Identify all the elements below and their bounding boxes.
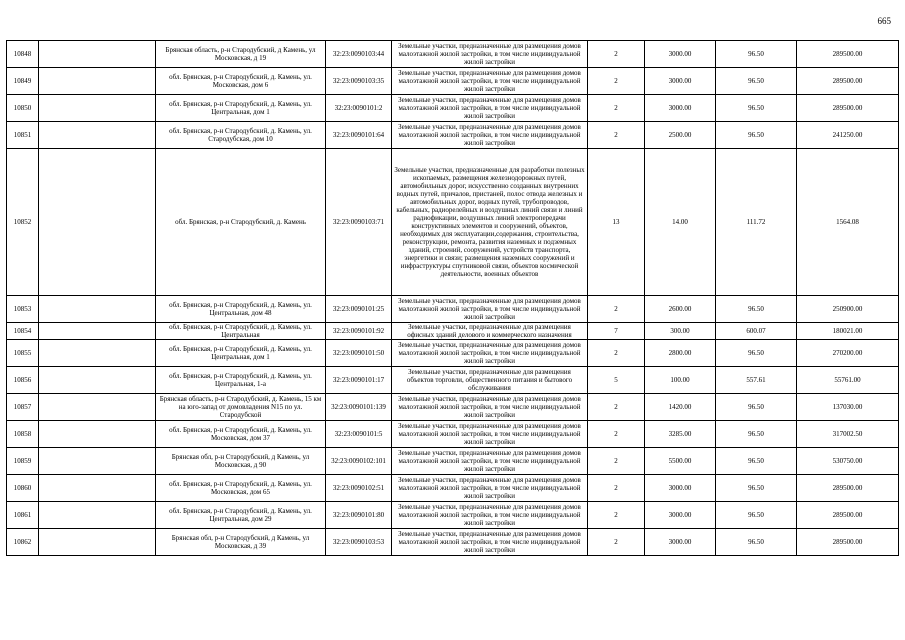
area-cell: 14.00: [645, 149, 716, 296]
record-id-cell: 10848: [7, 41, 39, 68]
category-cell: 2: [588, 68, 645, 95]
land-use-cell: Земельные участки, предназначенные для разработки полезных ископаемых, размещения железнодорожных путей, автомобильных дорог, искусственно созданных внутренних водных путей, причалов, пристаней, полос отвода железных и автомобильных дорог, водных путей, трубопроводов, кабельных, радиорелейных и воздушных линий связи и линий радиофикации, воздушных линий электропередачи конструктивных элементов и сооружений, объектов, необходимых для эксплуатации,содержания, строительства, реконструкции, ремонта, развития наземных и подземных зданий, строений, сооружений, устройств транспорта, энергетики и связи; размещения наземных сооружений и инфраструктуры спутниковой связи, объектов космической деятельности, военных объектов: [392, 149, 588, 296]
table-row: [7, 502, 899, 529]
address-cell: обл. Брянская, р-н Стародубский, д. Камень: [156, 149, 326, 296]
price-cell: 96.50: [716, 394, 797, 421]
address-cell: обл. Брянская, р-н Стародубский, д. Камень, ул. Стародубская, дом 10: [156, 122, 326, 149]
land-use-cell: Земельные участки, предназначенные для размещения домов малоэтажной жилой застройки, в том числе индивидуальной жилой застройки: [392, 448, 588, 475]
total-value-cell: 289500.00: [797, 502, 899, 529]
category-cell: 2: [588, 529, 645, 556]
price-cell: 96.50: [716, 529, 797, 556]
spacer-cell: [39, 323, 156, 340]
total-value-cell: 1564.08: [797, 149, 899, 296]
area-cell: 300.00: [645, 323, 716, 340]
record-id-cell: 10855: [7, 340, 39, 367]
total-value-cell: 137030.00: [797, 394, 899, 421]
land-use-cell: Земельные участки, предназначенные для размещения домов малоэтажной жилой застройки, в том числе индивидуальной жилой застройки: [392, 68, 588, 95]
area-cell: 3285.00: [645, 421, 716, 448]
area-cell: 3000.00: [645, 529, 716, 556]
table-row: [7, 68, 899, 95]
total-value-cell: 289500.00: [797, 529, 899, 556]
price-cell: 96.50: [716, 502, 797, 529]
table-row: [7, 475, 899, 502]
price-cell: 96.50: [716, 340, 797, 367]
table-row: [7, 394, 899, 421]
land-use-cell: Земельные участки, предназначенные для размещения домов малоэтажной жилой застройки, в том числе индивидуальной жилой застройки: [392, 41, 588, 68]
address-cell: обл. Брянская, р-н Стародубский, д. Камень, ул. Центральная, дом 1: [156, 95, 326, 122]
cadastral-number-cell: 32:23:0090101:80: [326, 502, 392, 529]
area-cell: 2500.00: [645, 122, 716, 149]
address-cell: обл. Брянская, р-н Стародубский, д. Камень, ул. Центральная, дом 48: [156, 296, 326, 323]
address-cell: обл. Брянская, р-н Стародубский, д. Камень, ул. Московская, дом 37: [156, 421, 326, 448]
registry-table: [6, 40, 899, 556]
record-id-cell: 10851: [7, 122, 39, 149]
registry-rows: [7, 41, 899, 556]
total-value-cell: 289500.00: [797, 68, 899, 95]
price-cell: 96.50: [716, 68, 797, 95]
land-use-cell: Земельные участки, предназначенные для размещения домов малоэтажной жилой застройки, в том числе индивидуальной жилой застройки: [392, 421, 588, 448]
spacer-cell: [39, 340, 156, 367]
category-cell: 2: [588, 475, 645, 502]
cadastral-number-cell: 32:23:0090103:35: [326, 68, 392, 95]
land-use-cell: Земельные участки, предназначенные для размещения офисных зданий делового и коммерческого назначения: [392, 323, 588, 340]
total-value-cell: 241250.00: [797, 122, 899, 149]
area-cell: 1420.00: [645, 394, 716, 421]
category-cell: 2: [588, 122, 645, 149]
price-cell: 600.07: [716, 323, 797, 340]
address-cell: обл. Брянская, р-н Стародубский, д. Камень, ул. Центральная, 1-а: [156, 367, 326, 394]
category-cell: 2: [588, 41, 645, 68]
address-cell: обл. Брянская, р-н Стародубский, д. Камень, ул. Центральная: [156, 323, 326, 340]
cadastral-number-cell: 32:23:0090101:5: [326, 421, 392, 448]
table-row: [7, 95, 899, 122]
price-cell: 96.50: [716, 95, 797, 122]
category-cell: 2: [588, 421, 645, 448]
category-cell: 2: [588, 95, 645, 122]
category-cell: 2: [588, 340, 645, 367]
price-cell: 96.50: [716, 448, 797, 475]
spacer-cell: [39, 68, 156, 95]
price-cell: 111.72: [716, 149, 797, 296]
spacer-cell: [39, 41, 156, 68]
cadastral-number-cell: 32:23:0090101:2: [326, 95, 392, 122]
spacer-cell: [39, 502, 156, 529]
cadastral-number-cell: 32:23:0090101:64: [326, 122, 392, 149]
area-cell: 3000.00: [645, 502, 716, 529]
spacer-cell: [39, 529, 156, 556]
category-cell: 7: [588, 323, 645, 340]
spacer-cell: [39, 95, 156, 122]
area-cell: 3000.00: [645, 95, 716, 122]
table-row: [7, 41, 899, 68]
total-value-cell: 289500.00: [797, 95, 899, 122]
address-cell: Брянская область, р-н Стародубский, д Камень, ул Московская, д 19: [156, 41, 326, 68]
spacer-cell: [39, 367, 156, 394]
record-id-cell: 10862: [7, 529, 39, 556]
land-use-cell: Земельные участки, предназначенные для размещения домов малоэтажной жилой застройки, в том числе индивидуальной жилой застройки: [392, 529, 588, 556]
address-cell: Брянская обл, р-н Стародубский, д Камень, ул Московская, д 90: [156, 448, 326, 475]
total-value-cell: 289500.00: [797, 475, 899, 502]
land-use-cell: Земельные участки, предназначенные для размещения домов малоэтажной жилой застройки, в том числе индивидуальной жилой застройки: [392, 296, 588, 323]
cadastral-number-cell: 32:23:0090103:53: [326, 529, 392, 556]
category-cell: 2: [588, 502, 645, 529]
category-cell: 2: [588, 296, 645, 323]
land-use-cell: Земельные участки, предназначенные для размещения домов малоэтажной жилой застройки, в том числе индивидуальной жилой застройки: [392, 95, 588, 122]
record-id-cell: 10858: [7, 421, 39, 448]
cadastral-number-cell: 32:23:0090101:17: [326, 367, 392, 394]
cadastral-number-cell: 32:23:0090102:101: [326, 448, 392, 475]
record-id-cell: 10857: [7, 394, 39, 421]
category-cell: 2: [588, 394, 645, 421]
address-cell: Брянская обл, р-н Стародубский, д Камень, ул Московская, д 39: [156, 529, 326, 556]
cadastral-number-cell: 32:23:0090103:71: [326, 149, 392, 296]
spacer-cell: [39, 149, 156, 296]
spacer-cell: [39, 122, 156, 149]
cadastral-number-cell: 32:23:0090101:25: [326, 296, 392, 323]
total-value-cell: 289500.00: [797, 41, 899, 68]
category-cell: 2: [588, 448, 645, 475]
table-row: [7, 421, 899, 448]
table-row: [7, 296, 899, 323]
land-use-cell: Земельные участки, предназначенные для размещения домов малоэтажной жилой застройки, в том числе индивидуальной жилой застройки: [392, 502, 588, 529]
land-use-cell: Земельные участки, предназначенные для размещения домов малоэтажной жилой застройки, в том числе индивидуальной жилой застройки: [392, 394, 588, 421]
price-cell: 96.50: [716, 296, 797, 323]
spacer-cell: [39, 448, 156, 475]
spacer-cell: [39, 296, 156, 323]
total-value-cell: 317002.50: [797, 421, 899, 448]
table-row: [7, 149, 899, 296]
category-cell: 13: [588, 149, 645, 296]
address-cell: Брянская область, р-н Стародубский, д. Камень, 15 км на юго-запад от домовладения N15 по ул. Стародубской: [156, 394, 326, 421]
record-id-cell: 10854: [7, 323, 39, 340]
cadastral-number-cell: 32:23:0090103:44: [326, 41, 392, 68]
cadastral-number-cell: 32:23:0090101:92: [326, 323, 392, 340]
table-row: [7, 367, 899, 394]
cadastral-number-cell: 32:23:0090102:51: [326, 475, 392, 502]
land-use-cell: Земельные участки, предназначенные для размещения домов малоэтажной жилой застройки, в том числе индивидуальной жилой застройки: [392, 475, 588, 502]
total-value-cell: 180021.00: [797, 323, 899, 340]
table-row: [7, 122, 899, 149]
cadastral-number-cell: 32:23:0090101:50: [326, 340, 392, 367]
address-cell: обл. Брянская, р-н Стародубский, д. Камень, ул. Московская, дом 65: [156, 475, 326, 502]
total-value-cell: 250900.00: [797, 296, 899, 323]
table-row: [7, 529, 899, 556]
table-row: [7, 340, 899, 367]
price-cell: 96.50: [716, 122, 797, 149]
table-row: [7, 323, 899, 340]
address-cell: обл. Брянская, р-н Стародубский, д. Камень, ул. Центральная, дом 1: [156, 340, 326, 367]
area-cell: 100.00: [645, 367, 716, 394]
record-id-cell: 10859: [7, 448, 39, 475]
record-id-cell: 10861: [7, 502, 39, 529]
record-id-cell: 10850: [7, 95, 39, 122]
table-row: [7, 448, 899, 475]
category-cell: 5: [588, 367, 645, 394]
page-number: 665: [877, 16, 891, 26]
area-cell: 5500.00: [645, 448, 716, 475]
land-use-cell: Земельные участки, предназначенные для размещения домов малоэтажной жилой застройки, в том числе индивидуальной жилой застройки: [392, 340, 588, 367]
address-cell: обл. Брянская, р-н Стародубский, д. Камень, ул. Центральная, дом 29: [156, 502, 326, 529]
land-use-cell: Земельные участки, предназначенные для размещения домов малоэтажной жилой застройки, в том числе индивидуальной жилой застройки: [392, 122, 588, 149]
spacer-cell: [39, 421, 156, 448]
area-cell: 3000.00: [645, 68, 716, 95]
spacer-cell: [39, 475, 156, 502]
area-cell: 2600.00: [645, 296, 716, 323]
price-cell: 96.50: [716, 41, 797, 68]
record-id-cell: 10849: [7, 68, 39, 95]
total-value-cell: 270200.00: [797, 340, 899, 367]
land-use-cell: Земельные участки, предназначенные для размещения объектов торговли, общественного питания и бытового обслуживания: [392, 367, 588, 394]
cadastral-number-cell: 32:23:0090101:139: [326, 394, 392, 421]
spacer-cell: [39, 394, 156, 421]
record-id-cell: 10852: [7, 149, 39, 296]
price-cell: 96.50: [716, 421, 797, 448]
total-value-cell: 530750.00: [797, 448, 899, 475]
record-id-cell: 10853: [7, 296, 39, 323]
area-cell: 3000.00: [645, 41, 716, 68]
address-cell: обл. Брянская, р-н Стародубский, д. Камень, ул. Московская, дом 6: [156, 68, 326, 95]
record-id-cell: 10860: [7, 475, 39, 502]
price-cell: 557.61: [716, 367, 797, 394]
total-value-cell: 55761.00: [797, 367, 899, 394]
price-cell: 96.50: [716, 475, 797, 502]
record-id-cell: 10856: [7, 367, 39, 394]
area-cell: 2800.00: [645, 340, 716, 367]
area-cell: 3000.00: [645, 475, 716, 502]
